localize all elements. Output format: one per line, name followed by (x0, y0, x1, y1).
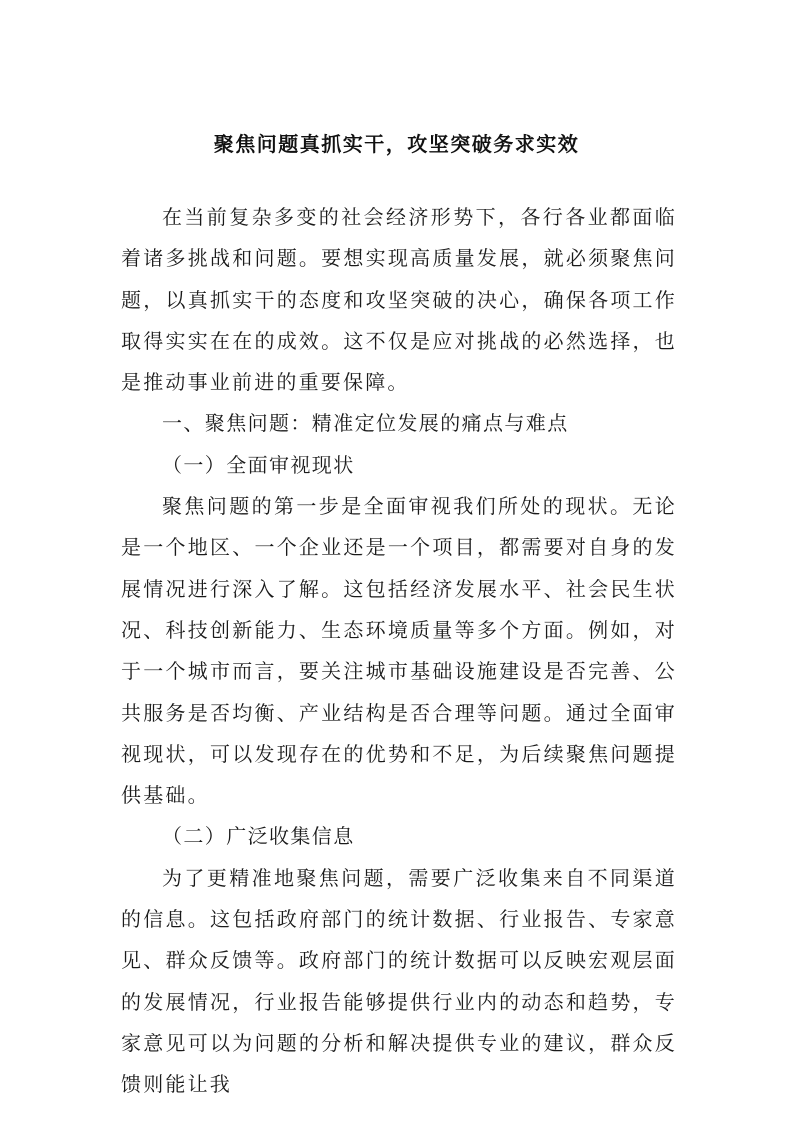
intro-paragraph: 在当前复杂多变的社会经济形势下，各行各业都面临着诸多挑战和问题。要想实现高质量发展，就必须聚焦问题，以真抓实干的态度和攻坚突破的决心，确保各项工作取得实实在在的成效。这不仅是应对挑战的必然选择，也是推动事业前进的重要保障。 (121, 205, 677, 395)
body-paragraph-2: 为了更精准地聚焦问题，需要广泛收集来自不同渠道的信息。这包括政府部门的统计数据、行业报告、专家意见、群众反馈等。政府部门的统计数据可以反映宏观层面的发展情况，行业报告能够提供行业内的动态和趋势，专家意见可以为问题的分析和解决提供专业的建议，群众反馈则能让我 (121, 865, 677, 1097)
subsection-heading-2: （二）广泛收集信息 (162, 824, 355, 849)
document-body (121, 197, 677, 1106)
body-paragraph-1: 聚焦问题的第一步是全面审视我们所处的现状。无论是一个地区、一个企业还是一个项目，都需要对自身的发展情况进行深入了解。这包括经济发展水平、社会民生状况、科技创新能力、生态环境质量等多个方面。例如，对于一个城市而言，要关注城市基础设施建设是否完善、公共服务是否均衡、产业结构是否合理等问题。通过全面审视现状，可以发现存在的优势和不足，为后续聚焦问题提供基础。 (121, 494, 677, 808)
subsection-heading-1: （一）全面审视现状 (162, 452, 355, 477)
section-heading-1: 一、聚焦问题：精准定位发展的痛点与难点 (162, 411, 569, 436)
document-title: 聚焦问题真抓实干，攻坚突破务求实效 (213, 132, 580, 156)
